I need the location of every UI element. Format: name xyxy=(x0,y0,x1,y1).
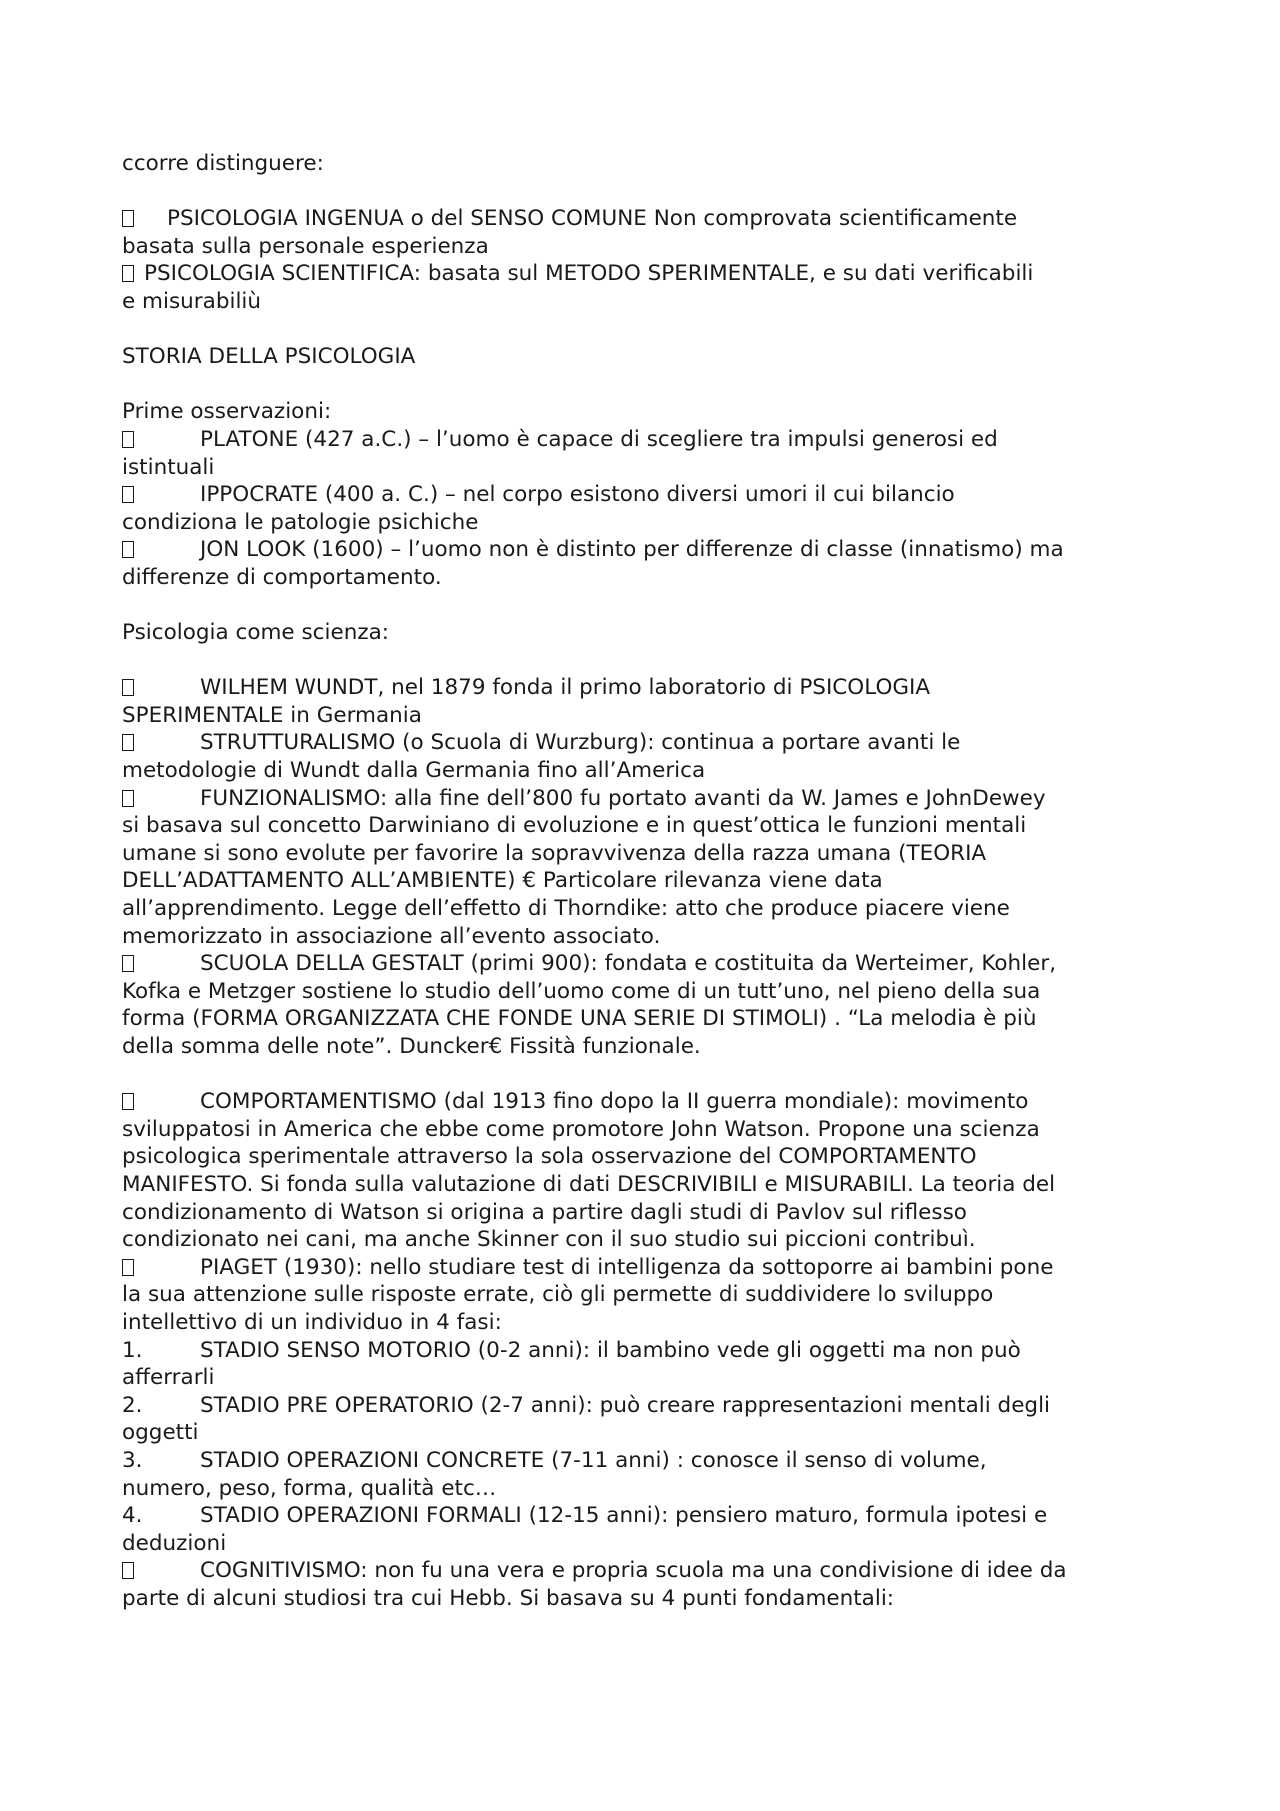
list-item: SCUOLA DELLA GESTALT (primi 900): fondata e costituita da Werteimer, Kohler, xyxy=(122,950,1182,978)
numbered-item: 1. STADIO SENSO MOTORIO (0-2 anni): il bambino vede gli oggetti ma non può xyxy=(122,1337,1021,1363)
list-item: STRUTTURALISMO (o Scuola di Wurzburg): continua a portare avanti le xyxy=(122,729,1182,757)
document-body: ccorre distinguere: PSICOLOGIA INGENUA o del SENSO COMUNE Non comprovata scientificamente basata sulla personale esperienza PSICOLOGIA SCIENTIFICA: basata sul METODO SPERIMENTALE, e su dati verificabili e misurabiliù STORIA DELLA PSICOLOGIA Prime osservazioni: PLATONE (427 a.C.) – l’uomo è capace di scegliere tra impulsi generosi ed istintuali IPPOCRATE (400 a. C.) – nel corpo esistono diversi umori il cui bilancio condiziona le patologie psichiche JON LOOK (1600) – l’uomo non è distinto per differenze di classe (innatismo) ma differenze di comportamento. Psicologia come scienza: WILHEM WUNDT, nel 1879 fonda il primo laboratorio di PSICOLOGIA SPERIMENTALE in Germania STRUTTURALISMO (o Scuola di Wurzburg): continua a portare avanti le metodologie di Wundt dalla Germania fino all’America FUNZIONALISMO: alla fine dell’800 fu portato avanti da W. James e JohnDewey si basava sul concetto Darwiniano di evoluzione e in quest’ottica le funzioni mentali umane si sono evolute per favorire la sopravvivenza della razza umana (TEORIA DELL’ADATTAMENTO ALL’AMBIENTE) € Particolare rilevanza viene data all’apprendimento. Legge dell’effetto di Thorndike: atto che produce piacere viene memorizzato in associazione all’evento associato. SCUOLA DELLA GESTALT (primi 900): fondata e costituita da Werteimer, Kohler, Kofka e Metzger sostiene lo studio dell’uomo come di un tutt’uno, nel pieno della sua forma (FORMA ORGANIZZATA CHE FONDE UNA SERIE DI STIMOLI) . “La melodia è più della somma delle note”. Duncker€ Fissità funzionale. COMPORTAMENTISMO (dal 1913 fino dopo la II guerra mondiale): movimento sviluppatosi in America che ebbe come promotore John Watson. Propone una scienza psicologica sperimentale attraverso la sola osservazione del COMPORTAMENTO MANIFESTO. Si fonda sulla valutazione di dati DESCRIVIBILI e MISURABILI. La teoria del condizionamento di Watson si origina a partire dagli studi di Pavlov sul riflesso condizionato nei cani, ma anche Skinner con il suo studio sui piccioni contribuì. PIAGET (1930): nello studiare test di intelligenza da sottoporre ai bambini pone la sua attenzione sulle risposte errate, ciò gli permette di suddividere lo sviluppo intellettivo di un individuo in 4 fasi: 1. STADIO SENSO MOTORIO (0-2 anni): il bambino vede gli oggetti ma non può afferrarli 2. STADIO PRE OPERATORIO (2-7 anni): può creare rappresentazioni mentali degli oggetti 3. STADIO OPERAZIONI CONCRETE (7-11 anni) : conosce il senso di volume, numero, peso, forma, qualità etc… 4. STADIO OPERAZIONI FORMALI (12-15 anni): pensiero maturo, formula ipotesi e deduzioni COGNITIVISMO: non fu una vera e propria scuola ma una condivisione di idee da parte di alcuni studiosi tra cui Hebb. Si basava su 4 punti fondamentali: xyxy=(122,150,1182,1612)
bullet-glyph-icon xyxy=(122,265,134,282)
bullet-glyph-icon xyxy=(122,790,134,807)
bullet-glyph-icon xyxy=(122,486,134,503)
bullet-glyph-icon xyxy=(122,1259,134,1276)
numbered-item: 3. STADIO OPERAZIONI CONCRETE (7-11 anni) : conosce il senso di volume, xyxy=(122,1447,987,1473)
list-item: WILHEM WUNDT, nel 1879 fonda il primo laboratorio di PSICOLOGIA xyxy=(122,674,1182,702)
bullet-glyph-icon xyxy=(122,431,134,448)
list-item: PLATONE (427 a.C.) – l’uomo è capace di scegliere tra impulsi generosi ed xyxy=(122,426,1182,454)
list-item: PSICOLOGIA SCIENTIFICA: basata sul METODO SPERIMENTALE, e su dati verificabili xyxy=(122,260,1182,288)
bullet-glyph-icon xyxy=(122,679,134,696)
list-item: COGNITIVISMO: non fu una vera e propria scuola ma una condivisione di idee da xyxy=(122,1557,1182,1585)
intro-text: ccorre distinguere: xyxy=(122,151,324,176)
bullet-glyph-icon xyxy=(122,734,134,751)
subsection-heading: Prime osservazioni: xyxy=(122,399,332,425)
list-item: IPPOCRATE (400 a. C.) – nel corpo esistono diversi umori il cui bilancio xyxy=(122,481,1182,509)
subsection-heading: Psicologia come scienza: xyxy=(122,620,390,646)
list-item: FUNZIONALISMO: alla fine dell’800 fu portato avanti da W. James e JohnDewey xyxy=(122,785,1182,813)
section-heading: STORIA DELLA PSICOLOGIA xyxy=(122,344,416,370)
list-item: COMPORTAMENTISMO (dal 1913 fino dopo la II guerra mondiale): movimento xyxy=(122,1088,1182,1116)
bullet-glyph-icon xyxy=(122,210,134,227)
numbered-item: 2. STADIO PRE OPERATORIO (2-7 anni): può creare rappresentazioni mentali degli xyxy=(122,1392,1051,1418)
list-item: PIAGET (1930): nello studiare test di intelligenza da sottoporre ai bambini pone xyxy=(122,1254,1182,1282)
list-item: PSICOLOGIA INGENUA o del SENSO COMUNE Non comprovata scientificamente xyxy=(122,205,1182,233)
bullet-glyph-icon xyxy=(122,1562,134,1579)
bullet-glyph-icon xyxy=(122,541,134,558)
list-item: JON LOOK (1600) – l’uomo non è distinto per differenze di classe (innatismo) ma xyxy=(122,536,1182,564)
bullet-glyph-icon xyxy=(122,1093,134,1110)
numbered-item: 4. STADIO OPERAZIONI FORMALI (12-15 anni): pensiero maturo, formula ipotesi e xyxy=(122,1503,1048,1529)
bullet-glyph-icon xyxy=(122,955,134,972)
